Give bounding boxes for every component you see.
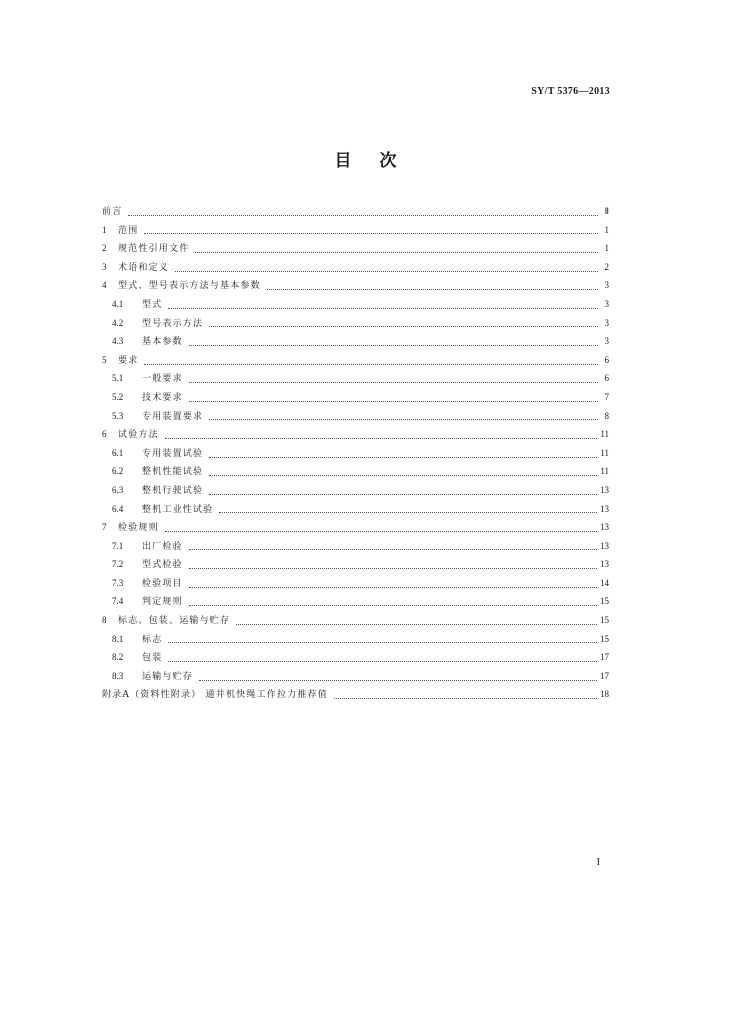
toc-entry-number: 6.2 <box>112 466 124 477</box>
toc-entry-number: 8.3 <box>112 670 124 681</box>
toc-entry-number: 6.4 <box>112 503 124 514</box>
toc-entry-title: 规范性引用文件 <box>118 244 190 255</box>
toc-entry-title: 标志 <box>142 634 163 645</box>
toc-entry[interactable] <box>102 278 609 297</box>
toc-entry[interactable] <box>102 613 609 632</box>
toc-entry-title: 试验方法 <box>118 430 159 441</box>
toc-entry[interactable] <box>102 334 609 353</box>
toc-entry-page: 11 <box>600 429 609 440</box>
toc-entry-page: 7 <box>604 391 609 402</box>
toc-entry[interactable] <box>102 687 609 706</box>
toc-entry-number: 7.1 <box>112 540 124 551</box>
toc-leader-dots <box>189 587 597 588</box>
toc-leader-dots <box>144 364 598 365</box>
toc-entry[interactable] <box>102 446 609 465</box>
toc-entry-page: 2 <box>604 261 609 272</box>
toc-leader-dots <box>189 549 597 550</box>
toc-entry[interactable] <box>102 316 609 335</box>
toc-entry[interactable] <box>102 520 609 539</box>
toc-title-char: 目 <box>334 151 352 171</box>
toc-entry-page: 14 <box>600 577 609 588</box>
toc-entry-title: 专用装置试验 <box>142 448 204 459</box>
toc-entry-number: 4.1 <box>112 298 124 309</box>
toc-title-char: 次 <box>379 151 397 171</box>
standard-code: SY/T 5376—2013 <box>531 86 610 97</box>
toc-leader-dots <box>209 326 598 327</box>
toc-entry-page: 13 <box>600 522 609 533</box>
toc-entry-number: 6.1 <box>112 447 124 458</box>
toc-leader-dots <box>189 382 598 383</box>
toc-entry-page: 3 <box>604 317 609 328</box>
toc-entry[interactable] <box>102 260 609 279</box>
toc-entry-page: 17 <box>600 670 609 681</box>
toc-leader-dots <box>189 568 597 569</box>
toc-entry-title: 附录A（资料性附录） 通井机快绳工作拉力推荐值 <box>102 690 328 701</box>
toc-entry-page: 13 <box>600 540 609 551</box>
toc-entry-number: 7.3 <box>112 577 124 588</box>
toc-entry[interactable] <box>102 650 609 669</box>
toc-entry-title: 基本参数 <box>142 337 183 348</box>
toc-entry-number: 4.2 <box>112 317 124 328</box>
toc-title <box>0 146 731 171</box>
toc-leader-dots <box>219 512 597 513</box>
toc-entry[interactable] <box>102 539 609 558</box>
toc-entry-title: 一般要求 <box>142 374 183 385</box>
toc-leader-dots <box>175 271 598 272</box>
toc-entry-page: 18 <box>600 689 609 700</box>
toc-entry-number: 6.3 <box>112 484 124 495</box>
toc-entry[interactable] <box>102 464 609 483</box>
toc-entry-title: 判定规则 <box>142 597 183 608</box>
toc-entry-page: 3 <box>604 298 609 309</box>
toc-entry-title: 专用装置要求 <box>142 411 204 422</box>
toc-entry-title: 运输与贮存 <box>142 671 194 682</box>
toc-entry-title: 整机工业性试验 <box>142 504 214 515</box>
toc-entry[interactable] <box>102 632 609 651</box>
toc-entry-title: 标志、包装、运输与贮存 <box>118 616 231 627</box>
toc-leader-dots <box>165 438 598 439</box>
toc-entry[interactable] <box>102 204 609 223</box>
toc-entry-number: 5.3 <box>112 410 124 421</box>
toc-leader-dots <box>168 642 597 643</box>
toc-entry-number: 6 <box>102 429 107 440</box>
toc-entry-title: 整机性能试验 <box>142 467 204 478</box>
toc-leader-dots <box>195 252 598 253</box>
toc-entry-page: 11 <box>600 447 609 458</box>
toc-entry-number: 4 <box>102 280 107 291</box>
toc-entry-page: 13 <box>600 503 609 514</box>
toc-entry-number: 8 <box>102 615 107 626</box>
toc-entry-title: 前言 <box>102 207 123 217</box>
toc-entry-page: Ⅱ <box>604 206 609 216</box>
toc-entry-number: 5.1 <box>112 373 124 384</box>
toc-leader-dots <box>199 680 597 681</box>
toc-leader-dots <box>267 289 598 290</box>
toc-entry-page: 11 <box>600 466 609 477</box>
toc-entry-number: 7 <box>102 522 107 533</box>
toc-leader-dots <box>209 457 597 458</box>
toc-entry[interactable] <box>102 576 609 595</box>
toc-entry-number: 5 <box>102 354 107 365</box>
toc-leader-dots <box>189 345 598 346</box>
toc-entry-page: 6 <box>604 354 609 365</box>
toc-entry-page: 15 <box>600 615 609 626</box>
toc-entry-number: 8.1 <box>112 633 124 644</box>
toc-entry[interactable] <box>102 390 609 409</box>
toc-entry-number: 5.2 <box>112 391 124 402</box>
toc-entry-page: 8 <box>604 410 609 421</box>
toc-leader-dots <box>165 531 597 532</box>
toc-entry-number: 8.2 <box>112 652 124 663</box>
toc-entry-title: 型式 <box>142 299 163 310</box>
toc-entry-page: 13 <box>600 484 609 495</box>
toc-entry-title: 要求 <box>118 355 139 366</box>
toc-entry-page: 1 <box>604 224 609 235</box>
toc-entry-page: 13 <box>600 559 609 570</box>
toc-entry[interactable] <box>102 409 609 428</box>
toc-entry-page: 6 <box>604 373 609 384</box>
toc-entry[interactable] <box>102 241 609 260</box>
toc-leader-dots <box>209 475 597 476</box>
page-number: I <box>596 857 600 868</box>
toc-entry-page: 15 <box>600 596 609 607</box>
toc-leader-dots <box>209 494 597 495</box>
toc-entry-page: 15 <box>600 633 609 644</box>
toc-entry[interactable] <box>102 223 609 242</box>
toc-entry-title: 检验规则 <box>118 523 159 534</box>
toc-entry-number: 7.4 <box>112 596 124 607</box>
toc-entry[interactable] <box>102 483 609 502</box>
toc-entry-title: 范围 <box>118 225 139 236</box>
toc-entry[interactable] <box>102 297 609 316</box>
toc-leader-dots <box>189 401 598 402</box>
toc-entry-title: 技术要求 <box>142 392 183 403</box>
toc-entry[interactable] <box>102 427 609 446</box>
toc-leader-dots <box>144 233 598 234</box>
toc-entry[interactable] <box>102 371 609 390</box>
toc-entry-title: 术语和定义 <box>118 262 170 273</box>
toc-leader-dots <box>168 308 598 309</box>
toc-entry-title: 型式、型号表示方法与基本参数 <box>118 281 261 292</box>
toc-entry-title: 出厂检验 <box>142 541 183 552</box>
toc-leader-dots <box>334 698 597 699</box>
toc-entry[interactable] <box>102 557 609 576</box>
toc-entry-number: 1 <box>102 224 107 235</box>
toc-entry-page: 3 <box>604 336 609 347</box>
toc-entry-page: 1 <box>604 243 609 254</box>
toc-entry-title: 整机行驶试验 <box>142 485 204 496</box>
toc-entry-page: 3 <box>604 280 609 291</box>
toc-entry-title: 检验项目 <box>142 578 183 589</box>
table-of-contents <box>102 204 609 706</box>
toc-leader-dots <box>168 661 597 662</box>
toc-entry[interactable] <box>102 353 609 372</box>
toc-leader-dots <box>236 624 597 625</box>
toc-entry-title: 包装 <box>142 653 163 664</box>
toc-entry-page: 17 <box>600 652 609 663</box>
toc-entry[interactable] <box>102 502 609 521</box>
toc-entry-number: 7.2 <box>112 559 124 570</box>
toc-entry-title: 型号表示方法 <box>142 318 204 329</box>
toc-leader-dots <box>209 419 598 420</box>
toc-entry-number: 3 <box>102 261 107 272</box>
toc-entry-number: 4.3 <box>112 336 124 347</box>
toc-entry[interactable] <box>102 594 609 613</box>
toc-leader-dots <box>189 605 597 606</box>
toc-entry-title: 型式检验 <box>142 560 183 571</box>
toc-leader-dots <box>128 215 598 216</box>
toc-entry[interactable] <box>102 669 609 688</box>
toc-entry-number: 2 <box>102 243 107 254</box>
